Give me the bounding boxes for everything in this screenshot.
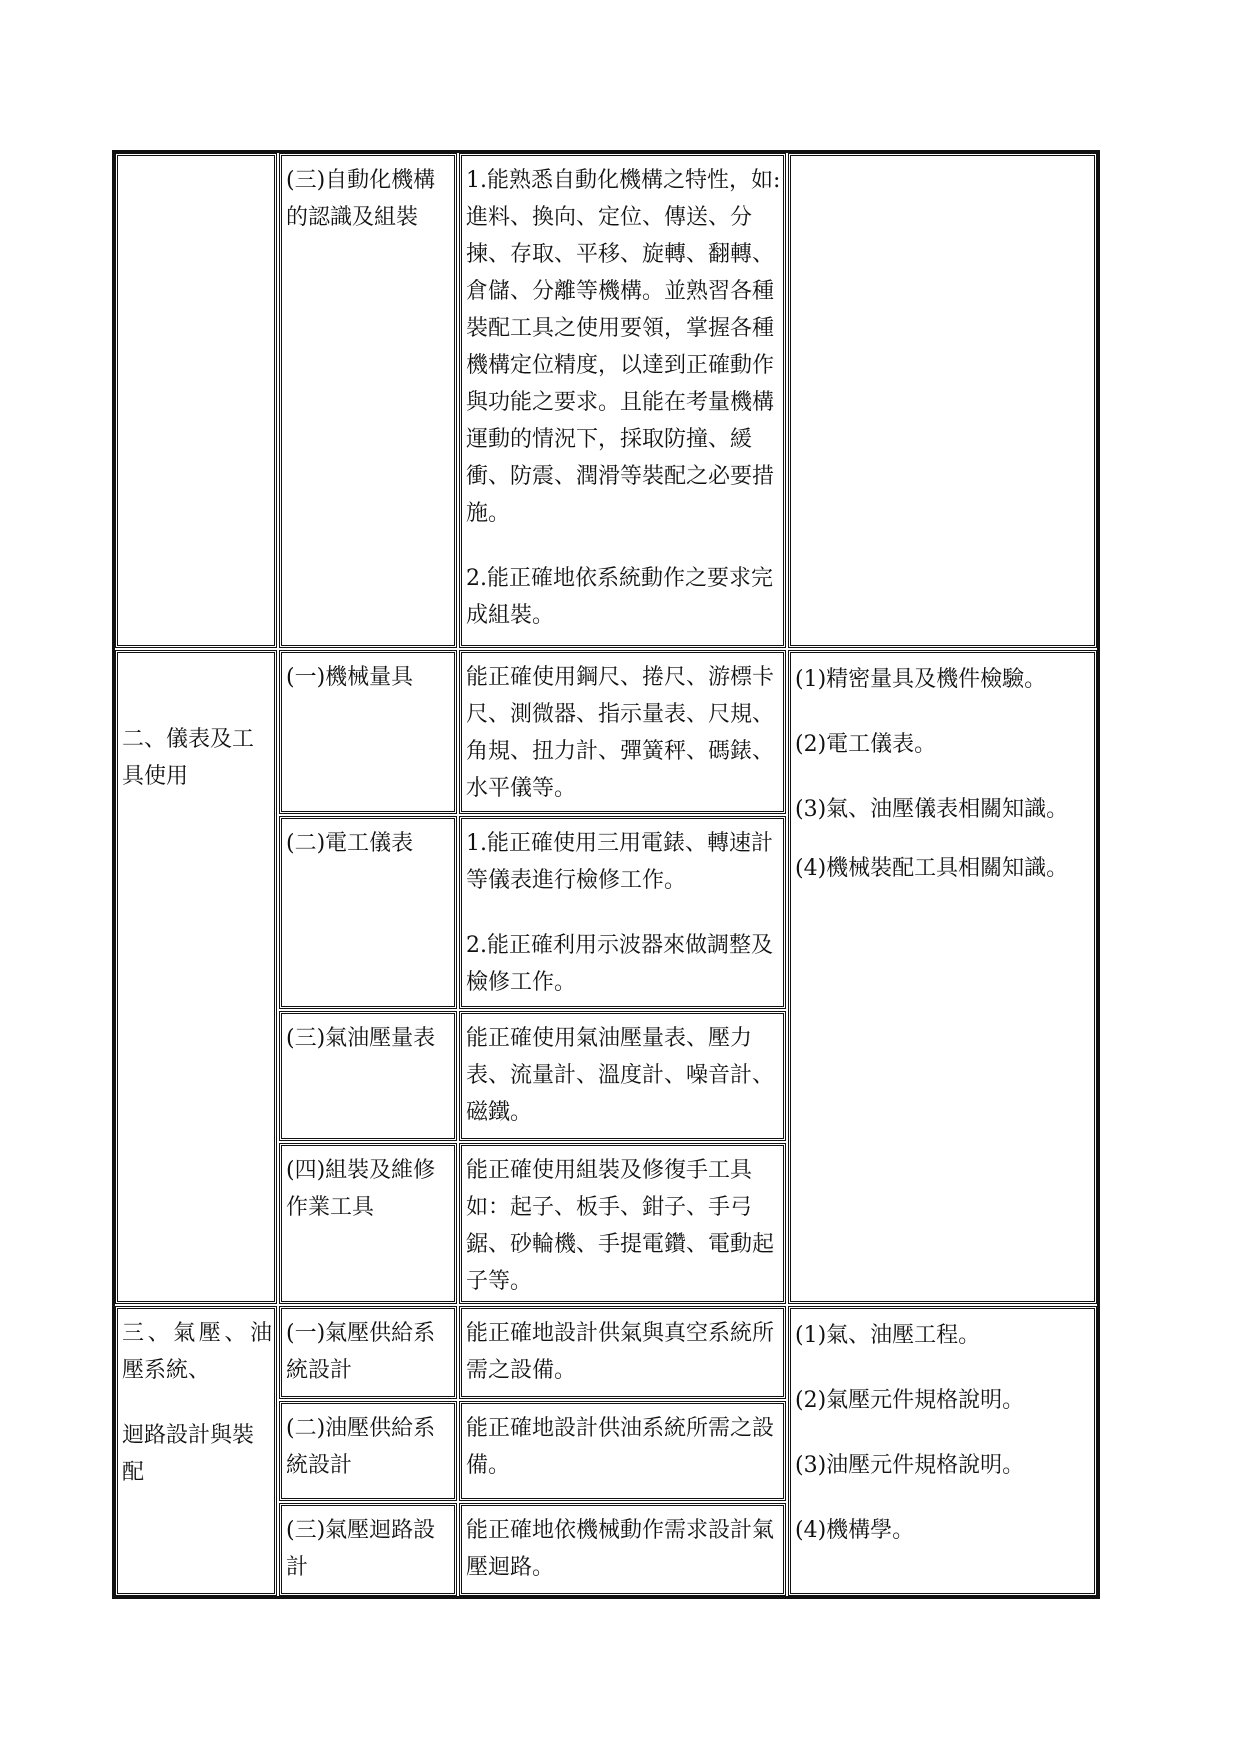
r2-content2-2: 2.能正確利用示波器來做調整及檢修工作。 — [466, 933, 773, 995]
r3-content3-cell — [459, 1503, 786, 1596]
r3-sub3-cell — [279, 1503, 457, 1596]
r1-content-2: 2.能正確地依系統動作之要求完成組裝。 — [466, 566, 773, 628]
r1-sub: (三)自動化機構的認識及組裝 — [286, 168, 436, 230]
r3-knowledge-2: (2)氣壓元件規格說明。 — [795, 1388, 1025, 1413]
r3-knowledge-4: (4)機構學。 — [795, 1518, 915, 1543]
r2-category-cell — [115, 650, 277, 1304]
r2-sub3-cell — [279, 1011, 457, 1141]
r3-knowledge-1: (1)氣、油壓工程。 — [795, 1323, 981, 1348]
r2-content4-cell — [459, 1143, 786, 1304]
r2-knowledge-4: (4)機械裝配工具相關知識。 — [795, 856, 1069, 881]
r2-sub2-cell — [279, 816, 457, 1009]
r3-sub3: (三)氣壓迴路設計 — [286, 1518, 436, 1580]
r2-sub4-cell — [279, 1143, 457, 1304]
r1-sub-cell — [279, 153, 457, 648]
r2-sub3: (三)氣油壓量表 — [286, 1026, 436, 1051]
r2-content1: 能正確使用鋼尺、捲尺、游標卡尺、測微器、指示量表、尺規、角規、扭力計、彈簧秤、碼錶、水平儀等。 — [466, 665, 775, 801]
r2-sub1: (一)機械量具 — [286, 665, 414, 690]
r3-sub2-cell — [279, 1401, 457, 1501]
r2-sub1-cell — [279, 650, 457, 814]
r3-content2-cell — [459, 1401, 786, 1501]
r3-sub2: (二)油壓供給系統設計 — [286, 1416, 436, 1478]
r3-sub1-cell — [279, 1306, 457, 1399]
r2-content2-1: 1.能正確使用三用電錶、轉速計等儀表進行檢修工作。 — [466, 831, 773, 893]
r2-knowledge-cell — [788, 650, 1097, 1304]
r2-category: 二、儀表及工具使用 — [122, 727, 255, 789]
r2-knowledge-2: (2)電工儀表。 — [795, 732, 937, 757]
r2-sub4: (四)組裝及維修作業工具 — [286, 1158, 436, 1220]
r2-content4: 能正確使用組裝及修復手工具如：起子、板手、鉗子、手弓鋸、砂輪機、手提電鑽、電動起子等。 — [466, 1158, 775, 1294]
r3-content1-cell — [459, 1306, 786, 1399]
r3-content2: 能正確地設計供油系統所需之設備。 — [466, 1416, 775, 1478]
r2-content3-cell — [459, 1011, 786, 1141]
r2-content1-cell — [459, 650, 786, 814]
r3-category-1: 三、氣壓、油壓系統、 — [122, 1321, 272, 1383]
r3-content3: 能正確地依機械動作需求設計氣壓迴路。 — [466, 1518, 775, 1580]
r2-content3: 能正確使用氣油壓量表、壓力表、流量計、溫度計、噪音計、磁鐵。 — [466, 1026, 775, 1125]
r1-content-1: 1.能熟悉自動化機構之特性，如:進料、換向、定位、傳送、分揀、存取、平移、旋轉、翻轉、倉儲、分離等機構。並熟習各種裝配工具之使用要領，掌握各種機構定位精度，以達到正確動作與功能之要求。且能在考量機構運動的情況下，採取防撞、緩衝、防震、潤滑等裝配之必要措施。 — [466, 168, 781, 526]
r1-category-cell — [115, 153, 277, 648]
r3-category-cell — [115, 1306, 277, 1596]
r3-category-2: 迴路設計與裝配 — [122, 1423, 255, 1485]
r3-knowledge-3: (3)油壓元件規格說明。 — [795, 1453, 1025, 1478]
r2-knowledge-3: (3)氣、油壓儀表相關知識。 — [795, 797, 1069, 822]
r3-knowledge-cell — [788, 1306, 1097, 1596]
r3-sub1: (一)氣壓供給系統設計 — [286, 1321, 436, 1383]
r1-content-cell — [459, 153, 786, 648]
r2-knowledge-1: (1)精密量具及機件檢驗。 — [795, 667, 1047, 692]
r2-content2-cell — [459, 816, 786, 1009]
r3-content1: 能正確地設計供氣與真空系統所需之設備。 — [466, 1321, 775, 1383]
r2-sub2: (二)電工儀表 — [286, 831, 414, 856]
r1-knowledge-cell — [788, 153, 1097, 648]
